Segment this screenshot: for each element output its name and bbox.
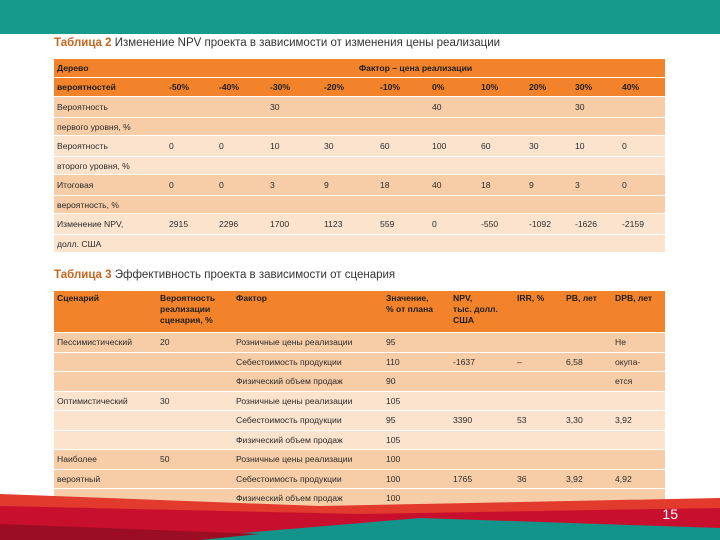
table-cell (478, 235, 526, 253)
table-cell: -1092 (526, 214, 572, 235)
table-cell: 105 (383, 431, 450, 451)
table-cell: 9 (526, 175, 572, 196)
table-cell: 1700 (267, 214, 321, 235)
table-number: Таблица 3 (54, 269, 112, 281)
table-cell (450, 431, 514, 451)
table-title: Эффективность проекта в зависимости от сценария (114, 269, 396, 281)
table-cell (166, 235, 216, 253)
table-cell: 50 (157, 450, 233, 470)
table-cell (478, 97, 526, 118)
table2-caption (54, 37, 500, 49)
header-line: % от плана (386, 304, 434, 314)
table-row (54, 118, 665, 136)
table-cell (377, 97, 429, 118)
table-cell (526, 157, 572, 175)
npv-sensitivity-table (54, 59, 665, 253)
header-cell: 30% (572, 78, 619, 97)
table-row (54, 372, 665, 392)
header-cell: Дерево (54, 59, 166, 78)
table-cell: 3390 (450, 411, 514, 431)
table-cell (572, 118, 619, 136)
header-cell: Сценарий (54, 291, 157, 333)
row-label: вероятность, % (54, 196, 166, 214)
header-cell: PB, лет (563, 291, 612, 333)
table-cell (54, 372, 157, 392)
row-label: Итоговая (54, 175, 166, 196)
table-cell: 0 (216, 136, 267, 157)
table-cell (429, 196, 478, 214)
table-cell: 4,92 (612, 470, 665, 490)
table-cell (572, 235, 619, 253)
table-cell: 18 (377, 175, 429, 196)
table-cell (377, 157, 429, 175)
header-row (54, 78, 665, 97)
table-cell (321, 157, 377, 175)
table-cell: 10 (572, 136, 619, 157)
table-cell (429, 157, 478, 175)
table-cell: Пессимистический (54, 333, 157, 353)
table-cell (377, 118, 429, 136)
table-cell (514, 431, 563, 451)
table-cell (429, 235, 478, 253)
header-cell: 20% (526, 78, 572, 97)
table-cell: 2296 (216, 214, 267, 235)
table-cell (54, 411, 157, 431)
table-cell: 100 (429, 136, 478, 157)
table-cell: 36 (514, 470, 563, 490)
table-cell: 40 (429, 175, 478, 196)
table-cell (216, 235, 267, 253)
row-label: долл. США (54, 235, 166, 253)
table-cell (450, 392, 514, 412)
table-cell: 1123 (321, 214, 377, 235)
table-row (54, 175, 665, 196)
table-number: Таблица 2 (54, 37, 112, 49)
table-cell: – (514, 353, 563, 373)
table-cell (267, 196, 321, 214)
table-cell (514, 392, 563, 412)
table-cell: -2159 (619, 214, 665, 235)
table-cell: 0 (166, 136, 216, 157)
table-cell: Себестоимость продукции (233, 470, 383, 490)
table-cell (619, 235, 665, 253)
table-row (54, 196, 665, 214)
table-cell (267, 118, 321, 136)
table-cell (563, 392, 612, 412)
table-cell: 60 (377, 136, 429, 157)
header-cell: DPB, лет (612, 291, 665, 333)
table-cell (157, 411, 233, 431)
table-cell (478, 157, 526, 175)
table-cell (54, 353, 157, 373)
page-number: 15 (662, 506, 678, 522)
table-cell: 95 (383, 333, 450, 353)
table-cell (526, 118, 572, 136)
table-cell: Наиболее (54, 450, 157, 470)
table-cell: Не (612, 333, 665, 353)
table-cell: 6,58 (563, 353, 612, 373)
table-cell (157, 353, 233, 373)
table-cell (572, 157, 619, 175)
table-cell: 100 (383, 489, 450, 509)
table-cell: Физический объем продаж (233, 489, 383, 509)
table3-caption (54, 269, 395, 281)
table-cell (478, 118, 526, 136)
table-cell: -550 (478, 214, 526, 235)
header-line: Вероятность (160, 293, 216, 303)
table-cell (216, 196, 267, 214)
table-cell: Розничные цены реализации (233, 333, 383, 353)
header-cell: 10% (478, 78, 526, 97)
top-banner (0, 0, 720, 34)
table-cell: -1637 (450, 353, 514, 373)
table-cell (321, 118, 377, 136)
table-cell: 90 (383, 372, 450, 392)
table-row (54, 157, 665, 175)
table-cell: 30 (157, 392, 233, 412)
table-cell (321, 235, 377, 253)
table-cell (450, 333, 514, 353)
table-cell: Оптимистический (54, 392, 157, 412)
table-cell (563, 431, 612, 451)
table-cell: 559 (377, 214, 429, 235)
header-cell: -20% (321, 78, 377, 97)
table-row (54, 392, 665, 412)
table-cell (216, 157, 267, 175)
header-cell (383, 291, 450, 333)
table-cell (612, 392, 665, 412)
footer-ribbon (0, 484, 720, 540)
table-cell: 100 (383, 450, 450, 470)
table-cell (619, 118, 665, 136)
table-cell: 30 (321, 136, 377, 157)
table-cell (166, 118, 216, 136)
table-cell: Физический объем продаж (233, 372, 383, 392)
table-cell (450, 372, 514, 392)
table-row (54, 450, 665, 470)
table-cell: 10 (267, 136, 321, 157)
table-cell: 30 (572, 97, 619, 118)
row-label: Вероятность (54, 97, 166, 118)
table-cell: 0 (166, 175, 216, 196)
header-cell: Фактор (233, 291, 383, 333)
table-cell (216, 118, 267, 136)
table-cell: 0 (619, 175, 665, 196)
table-cell: 3 (572, 175, 619, 196)
table-cell: 9 (321, 175, 377, 196)
table-cell (166, 157, 216, 175)
header-cell (450, 291, 514, 333)
header-row (54, 59, 665, 78)
table-row (54, 353, 665, 373)
row-label: Вероятность (54, 136, 166, 157)
table-cell (526, 97, 572, 118)
table-cell (563, 333, 612, 353)
table-cell (612, 450, 665, 470)
table-cell: 0 (216, 175, 267, 196)
table-cell: Себестоимость продукции (233, 353, 383, 373)
header-cell: Фактор – цена реализации (166, 59, 665, 78)
header-line: сценария, % (160, 315, 213, 325)
header-line: Значение, (386, 293, 429, 303)
table-cell (526, 196, 572, 214)
table-cell (619, 97, 665, 118)
scenario-efficiency-table (54, 291, 665, 509)
row-label: первого уровня, % (54, 118, 166, 136)
table-cell: 18 (478, 175, 526, 196)
table-cell (572, 196, 619, 214)
header-cell: вероятностей (54, 78, 166, 97)
table-cell: 30 (526, 136, 572, 157)
table-cell (450, 450, 514, 470)
table-cell: 60 (478, 136, 526, 157)
table-cell: окупа- (612, 353, 665, 373)
table-cell: 30 (267, 97, 321, 118)
table-cell: 100 (383, 470, 450, 490)
row-label: второго уровня, % (54, 157, 166, 175)
table-row (54, 235, 665, 253)
table-cell: 3,92 (612, 411, 665, 431)
header-cell: IRR, % (514, 291, 563, 333)
header-line: реализации (160, 304, 211, 314)
table-cell: 110 (383, 353, 450, 373)
table-cell: Розничные цены реализации (233, 392, 383, 412)
table-cell: ется (612, 372, 665, 392)
table-cell (526, 235, 572, 253)
table-cell (216, 97, 267, 118)
table-cell (619, 196, 665, 214)
table-cell: 20 (157, 333, 233, 353)
table-cell (321, 97, 377, 118)
table-cell: вероятный (54, 470, 157, 490)
table-cell: 3,30 (563, 411, 612, 431)
table-cell (619, 157, 665, 175)
table-cell (166, 196, 216, 214)
table-row (54, 97, 665, 118)
header-cell (157, 291, 233, 333)
table-cell: Себестоимость продукции (233, 411, 383, 431)
table-cell (563, 372, 612, 392)
table-cell: 1765 (450, 470, 514, 490)
table-cell (514, 450, 563, 470)
table-cell (514, 333, 563, 353)
table-cell (514, 372, 563, 392)
table-cell: 3,92 (563, 470, 612, 490)
table-cell (563, 450, 612, 470)
header-line: США (453, 315, 475, 325)
header-line: NPV, (453, 293, 473, 303)
table-cell: 53 (514, 411, 563, 431)
table-row (54, 411, 665, 431)
table-cell (612, 431, 665, 451)
table-cell: 2915 (166, 214, 216, 235)
table-row (54, 136, 665, 157)
table-cell: -1626 (572, 214, 619, 235)
table-cell (157, 431, 233, 451)
table-cell: Физический объем продаж (233, 431, 383, 451)
table-cell (166, 97, 216, 118)
table-cell: 95 (383, 411, 450, 431)
header-cell: -30% (267, 78, 321, 97)
table-row (54, 431, 665, 451)
table-cell (157, 372, 233, 392)
table-cell (478, 196, 526, 214)
table-cell (54, 431, 157, 451)
table-cell: 40 (429, 97, 478, 118)
header-line: тыс. долл. (453, 304, 498, 314)
table-cell (267, 157, 321, 175)
table-cell: 105 (383, 392, 450, 412)
table-cell: Розничные цены реализации (233, 450, 383, 470)
table-cell: 0 (619, 136, 665, 157)
table-cell (267, 235, 321, 253)
header-cell: -10% (377, 78, 429, 97)
table-cell (429, 118, 478, 136)
header-cell: 40% (619, 78, 665, 97)
header-cell: -40% (216, 78, 267, 97)
table-row (54, 333, 665, 353)
table-title: Изменение NPV проекта в зависимости от изменения цены реализации (114, 37, 501, 49)
table-cell (377, 196, 429, 214)
header-cell: -50% (166, 78, 216, 97)
table-cell: 0 (429, 214, 478, 235)
header-row (54, 291, 665, 333)
table-cell (321, 196, 377, 214)
header-cell: 0% (429, 78, 478, 97)
row-label: Изменение NPV, (54, 214, 166, 235)
table-cell: 3 (267, 175, 321, 196)
table-cell (377, 235, 429, 253)
table-row (54, 214, 665, 235)
